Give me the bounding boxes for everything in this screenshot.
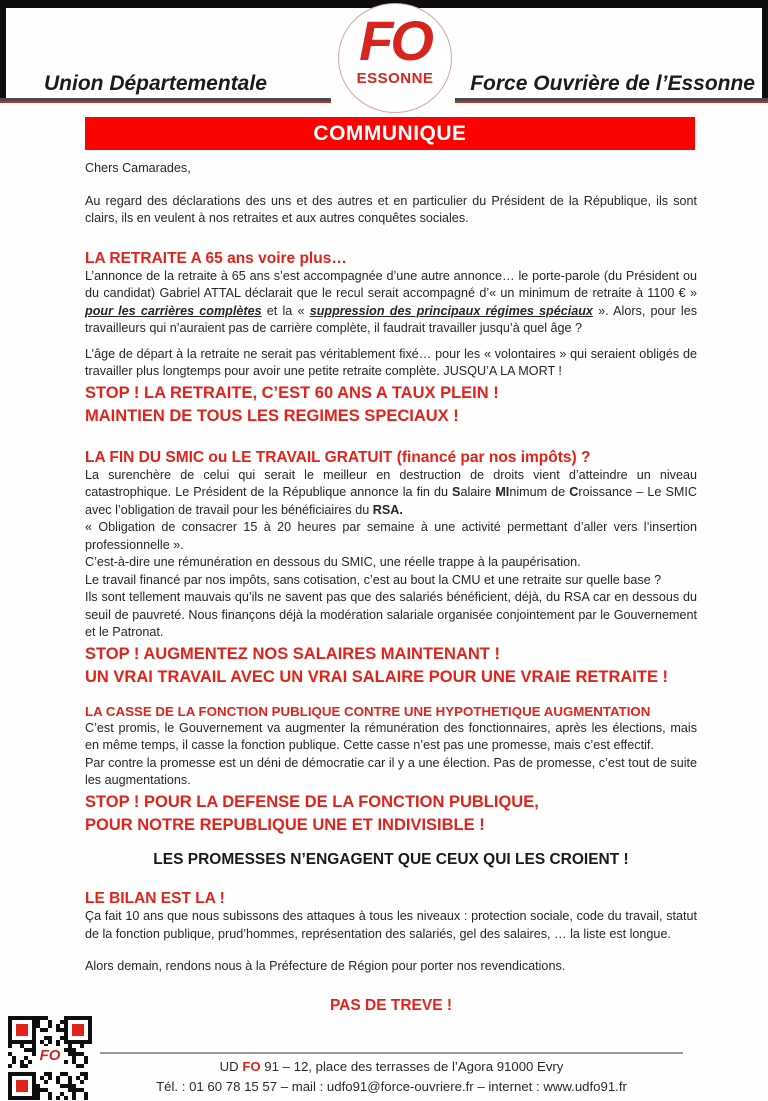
letterhead-right-title: Force Ouvrière de l’Essonne [470, 72, 755, 95]
section-retraite-paragraph-1 [85, 268, 697, 338]
section-smic-paragraph-3: C’est-à-dire une rémunération en dessous du SMIC, une réelle trappe à la paupérisation. [85, 555, 581, 569]
text-segment: La surenchère de celui qui serait le meilleur en destruction de droits vient d’atteindre un niveau catastrophique. Le Président de la République annonce la fin du [85, 467, 697, 499]
communique-banner-label: COMMUNIQUE [313, 121, 467, 145]
text-segment-bold: MI [495, 485, 510, 499]
slogan-fonction-publique-2: POUR NOTRE REPUBLIQUE UNE ET INDIVISIBLE ! [85, 815, 485, 834]
slogan-fonction-publique-1: STOP ! POUR LA DEFENSE DE LA FONCTION PUBLIQUE, [85, 792, 539, 811]
footer-divider [100, 1052, 683, 1054]
text-segment-emphasis: suppression des principaux régimes spéciaux [309, 303, 593, 318]
slogan-retraite-2: MAINTIEN DE TOUS LES REGIMES SPECIAUX ! [85, 406, 459, 425]
communique-banner [85, 117, 695, 150]
section-fonction-publique-paragraph-2: Par contre la promesse est un déni de démocratie car il y a une élection. Pas de promesse, c’est tout de suite les augmentations. [85, 755, 697, 787]
section-smic-title: LA FIN DU SMIC ou LE TRAVAIL GRATUIT (financé par nos impôts) ? [85, 448, 591, 466]
slogan-salaires-1: STOP ! AUGMENTEZ NOS SALAIRES MAINTENANT ! [85, 644, 500, 663]
text-segment: UD [219, 1059, 243, 1074]
qr-fo-label: FO [39, 1047, 61, 1064]
footer-address-line [100, 1059, 683, 1074]
letter-body [85, 160, 697, 1014]
scan-edge-left [0, 0, 6, 103]
text-segment: ». Alors, pour les travailleurs qui n’auraient pas de carrière complète, il faudrait travailler jusqu’à quel âge ? [85, 303, 698, 335]
letterhead-rule-right [455, 98, 768, 103]
qr-code [8, 1016, 92, 1101]
text-segment: alaire [460, 485, 496, 499]
section-smic-paragraph-5: Ils sont tellement mauvais qu’ils ne savent pas que des salariés bénéficient, déjà, du RSA car en dessous du seuil de pauvreté. Nous finançons déjà la modération salariale organisée conjointement par le Gouvernement et le Patronat. [85, 590, 697, 639]
section-smic-paragraph-1 [85, 467, 697, 520]
section-bilan-title: LE BILAN EST LA ! [85, 890, 225, 907]
fo-essonne-logo [338, 3, 452, 113]
letterhead-left-title: Union Départementale [44, 72, 267, 95]
letterhead-rule-left [0, 98, 331, 103]
section-retraite-title: LA RETRAITE A 65 ans voire plus… [85, 249, 347, 267]
scan-edge-right [762, 0, 768, 103]
slogan-retraite-1: STOP ! LA RETRAITE, C’EST 60 ANS A TAUX PLEIN ! [85, 383, 499, 402]
text-segment: nimum de [509, 485, 570, 499]
section-fonction-publique-paragraph-1: C’est promis, le Gouvernement va augmenter la rémunération des fonctionnaires, après les élections, mais en même temps, il casse la fonction publique. Cette casse n’est pas une promesse, mais c’est effectif. [85, 720, 697, 752]
footer-contact-line: Tél. : 01 60 78 15 57 – mail : udfo91@force-ouvriere.fr – internet : www.udfo91.fr [156, 1079, 627, 1094]
section-retraite-paragraph-2: L’âge de départ à la retraite ne serait pas véritablement fixé… pour les « volontaires » qui seraient obligés de travailler plus longtemps pour avoir une petite retraite complète. JUSQU’A LA MORT ! [85, 346, 697, 378]
section-smic-paragraph-2: « Obligation de consacrer 15 à 20 heures par semaine à une activité permettant d’aller vers l’insertion professionnelle ». [85, 520, 697, 552]
text-segment: L’annonce de la retraite à 65 ans s’est accompagnée d’une autre annonce… le porte-parole (du Président ou du candidat) Gabriel ATTAL déclarait que le recul serait accompagné d’« un minimum de retraite à 1100 € » [85, 268, 697, 300]
text-segment-bold: S [452, 485, 461, 499]
intro-paragraph: Au regard des déclarations des uns et des autres et en particulier du Président de la République, ils sont clairs, ils en veulent à nos retraites et aux autres conquêtes sociales. [85, 193, 697, 225]
promises-statement: LES PROMESSES N’ENGAGENT QUE CEUX QUI LES CROIENT ! [153, 850, 629, 868]
section-smic-paragraph-4: Le travail financé par nos impôts, sans cotisation, c’est au bout la CMU et une retraite sur quelle base ? [85, 572, 662, 587]
fo-logo-text: FO [359, 9, 431, 72]
call-to-action-paragraph: Alors demain, rendons nous à la Préfecture de Région pour porter nos revendications. [85, 959, 566, 973]
text-segment-emphasis: pour les carrières complètes [85, 303, 262, 318]
section-bilan-paragraph-1: Ça fait 10 ans que nous subissons des attaques à tous les niveaux : protection sociale, code du travail, statut de la fonction publique, prud’hommes, représentation des salariés, gel des salaires, … la liste est longue. [85, 909, 697, 941]
greeting: Chers Camarades, [85, 161, 191, 175]
text-segment: et la « [261, 303, 310, 318]
text-segment-bold: RSA. [372, 502, 403, 517]
fo-logo-subtext: ESSONNE [356, 70, 434, 87]
text-segment: 91 – 12, place des terrasses de l’Agora 91000 Evry [260, 1059, 564, 1074]
footer-fo-abbrev: FO [242, 1059, 261, 1074]
text-segment: roissance – Le SMIC avec l’obligation de travail pour les bénéficiaires du [85, 485, 697, 517]
text-segment-bold: C [569, 485, 579, 499]
section-fonction-publique-title: LA CASSE DE LA FONCTION PUBLIQUE CONTRE UNE HYPOTHETIQUE AUGMENTATION [85, 703, 651, 719]
no-truce-statement: PAS DE TREVE ! [329, 996, 452, 1014]
slogan-salaires-2: UN VRAI TRAVAIL AVEC UN VRAI SALAIRE POUR UNE VRAIE RETRAITE ! [85, 667, 669, 686]
